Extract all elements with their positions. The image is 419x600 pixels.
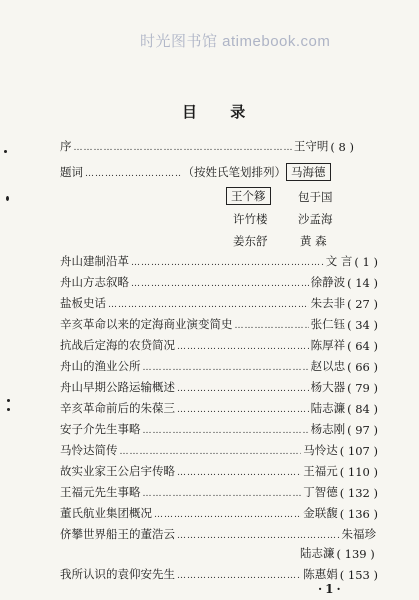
toc-page: ( 1 )	[354, 255, 378, 269]
toc-page: ( 84 )	[347, 402, 378, 416]
page-title: 目 录	[182, 103, 260, 121]
toc-author: 徐静波	[310, 275, 346, 289]
toc-title: 序	[60, 139, 72, 153]
toc-title: 舟山早期公路运输概述	[60, 380, 175, 394]
margin-dot	[6, 196, 9, 201]
toc-page: ( 97 )	[347, 423, 378, 437]
inscription-name-box: 王个簃	[226, 187, 271, 205]
toc-author: 朱去非	[310, 296, 346, 310]
toc-entry	[60, 253, 378, 269]
toc-entry	[60, 484, 378, 500]
toc-page: ( 8 )	[330, 140, 354, 154]
margin-dot	[4, 150, 7, 153]
leader-dots	[108, 299, 309, 311]
toc-entry	[60, 505, 378, 521]
toc-author: 陆志濂	[300, 546, 335, 560]
toc-author: 马怜达	[303, 443, 338, 457]
toc-entry	[60, 295, 378, 311]
toc-author: 陆志濂	[310, 401, 346, 415]
leader-dots	[177, 404, 309, 416]
toc-page: ( 139 )	[336, 547, 375, 561]
leader-dots	[143, 488, 302, 500]
toc-page: ( 64 )	[347, 339, 378, 353]
toc-entry	[60, 400, 378, 416]
leader-dots	[177, 467, 301, 479]
toc-entry	[60, 526, 378, 542]
toc-entry	[60, 442, 378, 458]
toc-entry	[60, 421, 378, 437]
toc-page: ( 136 )	[339, 507, 378, 521]
toc-title: 安子介先生事略	[60, 422, 141, 436]
toc-page: ( 132 )	[339, 486, 378, 500]
toc-author: 朱福珍	[341, 527, 376, 541]
toc-author: 赵以忠	[310, 359, 346, 373]
toc-entry	[60, 337, 378, 353]
inscription-name: 沙孟海	[298, 212, 333, 226]
inscription-name: 姜东舒	[233, 234, 268, 248]
leader-dots	[177, 530, 340, 542]
leader-dots	[131, 257, 324, 269]
inscription-name-box: 马海德	[286, 163, 331, 181]
leader-dots	[143, 425, 309, 437]
toc-title: 题词	[60, 165, 83, 179]
watermark: 时光图书馆 atimebook.com	[140, 33, 331, 50]
toc-page: ( 79 )	[347, 381, 378, 395]
margin-dot	[7, 408, 10, 411]
toc-page: ( 110 )	[339, 465, 378, 479]
toc-page: ( 153 )	[339, 568, 378, 582]
leader-dots	[120, 446, 302, 458]
toc-entry	[60, 358, 378, 374]
toc-entry	[60, 379, 378, 395]
toc-title: 王福元先生事略	[60, 485, 141, 499]
toc-page: ( 27 )	[347, 297, 378, 311]
toc-title: 侪攀世界船王的董浩云	[60, 527, 175, 541]
toc-preface	[60, 138, 354, 154]
toc-title: 辛亥革命以来的定海商业演变简史	[60, 317, 233, 331]
toc-title: 舟山方志叙略	[60, 275, 129, 289]
inscription-note: （按姓氏笔划排列）	[182, 165, 286, 179]
toc-title: 故实业家王公启宇传略	[60, 464, 175, 478]
toc-author: 杨志刚	[310, 422, 346, 436]
leader-dots	[85, 168, 181, 180]
toc-entry	[60, 274, 378, 290]
leader-dots	[131, 278, 309, 290]
toc-title: 抗战后定海的农贷简况	[60, 338, 175, 352]
toc-title: 舟山建制沿革	[60, 254, 129, 268]
leader-dots	[154, 509, 301, 521]
toc-inscription	[60, 164, 286, 180]
toc-author: 杨大器	[310, 380, 346, 394]
leader-dots	[177, 570, 301, 582]
toc-author: 王福元	[303, 464, 338, 478]
leader-dots	[177, 383, 309, 395]
page-number: ·1·	[318, 582, 344, 596]
toc-coauthor	[300, 545, 375, 561]
toc-entry	[60, 566, 378, 582]
toc-title: 盐板史话	[60, 296, 106, 310]
toc-author: 文 言	[325, 254, 353, 268]
toc-title: 我所认识的袁仰安先生	[60, 567, 175, 581]
toc-author: 王守明	[293, 139, 329, 153]
toc-author: 丁智德	[303, 485, 338, 499]
toc-title: 舟山的渔业公所	[60, 359, 141, 373]
toc-title: 辛亥革命前后的朱葆三	[60, 401, 175, 415]
toc-author: 张仁钰	[310, 317, 346, 331]
toc-entry	[60, 463, 378, 479]
inscription-name: 包于国	[298, 190, 333, 204]
toc-title: 马怜达简传	[60, 443, 118, 457]
leader-dots	[143, 362, 309, 374]
toc-author: 陈厚祥	[310, 338, 346, 352]
toc-page: ( 107 )	[339, 444, 378, 458]
toc-page: ( 34 )	[347, 318, 378, 332]
toc-page: ( 14 )	[347, 276, 378, 290]
inscription-name: 黄 森	[300, 234, 327, 248]
toc-page: ( 66 )	[347, 360, 378, 374]
leader-dots	[177, 341, 309, 353]
toc-author: 金联馥	[303, 506, 338, 520]
leader-dots	[74, 142, 292, 154]
toc-title: 董氏航业集团概况	[60, 506, 152, 520]
leader-dots	[235, 320, 309, 332]
toc-entry	[60, 316, 378, 332]
margin-dot	[7, 399, 10, 402]
inscription-name: 许竹楼	[233, 212, 268, 226]
toc-author: 陈惠娟	[303, 567, 338, 581]
